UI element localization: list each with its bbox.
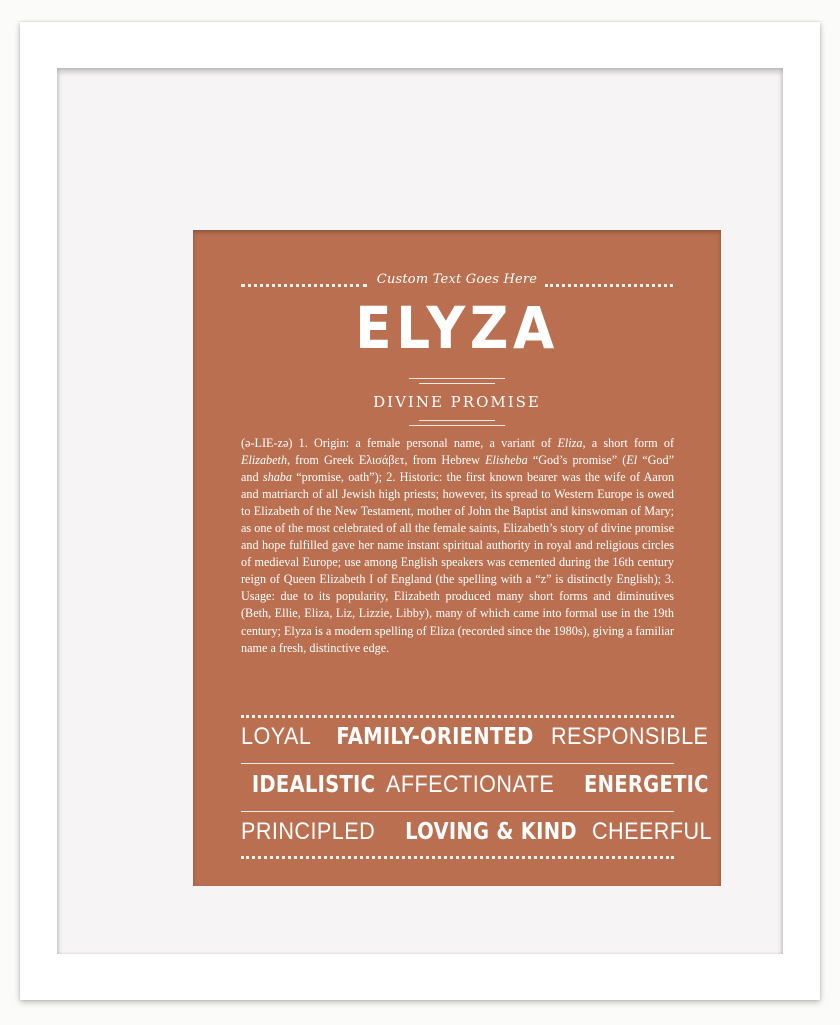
trait-responsible: RESPONSIBLE: [551, 723, 709, 750]
origin-elizabeth: Elizabeth: [241, 453, 288, 468]
trait-affectionate: AFFECTIONATE: [386, 771, 555, 798]
custom-text: Custom Text Goes Here: [376, 272, 538, 287]
definition-paragraph: [241, 435, 674, 657]
name-print: [193, 230, 721, 886]
historic-text: the first known bearer was the wife of Aaron and matriarch of all Jewish high priests; however, its spread to Western Europe is owed to Elizabeth of the New Testament, mother of John the Baptist and kinswoman of Mary; as one of the most celebrated of all the female saints, Elizabeth’s story of divine promise and hope fulfilled gave her name instant spiritual authority in royal and religious circles of medieval Europe; use among English speakers was cemented during the 16th century reign of Queen Elizabeth I of England (the spelling with a “z” is distinctly English);: [241, 470, 675, 587]
origin-text: a female personal name, a variant of: [355, 436, 552, 450]
historic-label: 2. Historic:: [386, 470, 443, 485]
trait-row-1: [241, 723, 709, 755]
origin-text-f: “promise, oath”);: [296, 470, 383, 485]
origin-shaba: shaba: [262, 470, 292, 485]
picture-frame: [20, 22, 820, 1000]
trait-divider-2: [241, 811, 674, 812]
traits-bottom-dots: [241, 856, 674, 859]
name-underline-2: [419, 383, 495, 384]
traits-top-dots: [241, 715, 674, 718]
origin-label: 1. Origin:: [298, 436, 350, 450]
meaning-underline-2: [409, 425, 505, 426]
name-title: ELYZA: [355, 294, 559, 362]
name-underline-1: [409, 378, 505, 379]
meaning-underline-1: [419, 420, 495, 421]
trait-cheerful: CHEERFUL: [592, 818, 713, 845]
trait-idealistic: IDEALISTIC: [251, 772, 376, 798]
trait-row-3: [241, 818, 713, 850]
origin-el: El: [626, 453, 638, 468]
origin-text-c: , from Greek Ελισάβετ, from Hebrew: [287, 453, 480, 468]
origin-text-d: “God’s promise” (: [532, 453, 627, 468]
usage-text: due to its popularity, Elizabeth produced many short forms and diminutives (Beth, Ellie, Eliza, Liz, Lizzie, Libby), many of which came into formal use in the 19th century; Elyza is a modern spelling of Eliza (recorded since the 1980s), giving a familiar name a fresh, distinctive edge.: [241, 589, 675, 655]
origin-elisheba: Elisheba: [485, 453, 528, 468]
origin-text-e: “God” and: [241, 453, 675, 485]
trait-energetic: ENERGETIC: [583, 772, 709, 798]
trait-loyal: LOYAL: [241, 723, 312, 750]
trait-principled: PRINCIPLED: [241, 818, 376, 845]
trait-family-oriented: FAMILY-ORIENTED: [336, 724, 534, 750]
pronunciation: (ə-LIE-zə): [241, 436, 293, 450]
name-meaning: DIVINE PROMISE: [373, 393, 541, 411]
trait-loving-kind: LOVING & KIND: [405, 819, 577, 845]
trait-divider-1: [241, 763, 674, 764]
usage-label: 3. Usage:: [241, 572, 675, 604]
trait-row-2: [241, 771, 709, 803]
origin-eliza: Eliza: [557, 436, 583, 450]
origin-text-b: , a short form of: [582, 436, 675, 450]
mat-board: [57, 68, 783, 954]
